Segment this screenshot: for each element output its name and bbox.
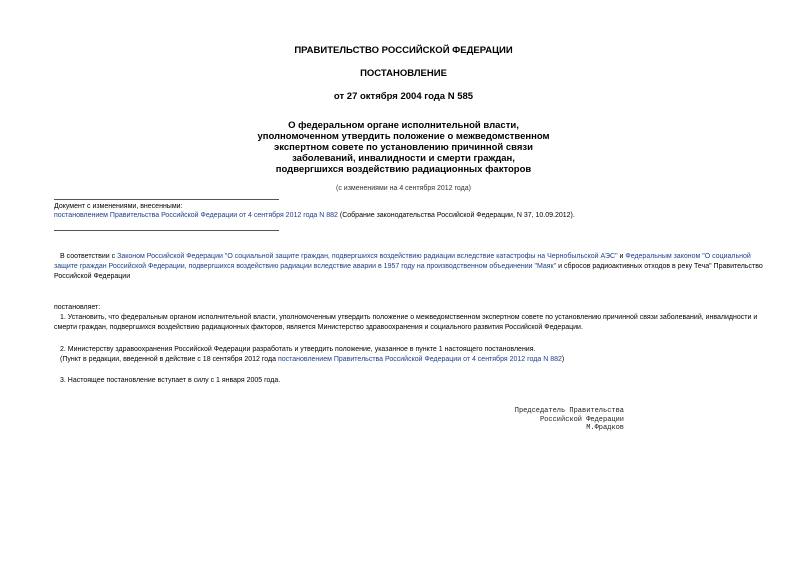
preamble-text: и сбросов радиоактивных отходов в реку Теча" Правительство Российской Федерации bbox=[54, 263, 763, 280]
changes-label: Документ с изменениями, внесенными: bbox=[54, 203, 183, 210]
document-subject bbox=[0, 120, 807, 175]
subject-line: уполномоченном утвердить положение о межведомственном bbox=[257, 131, 550, 142]
chernobyl-law-link[interactable]: Законом Российской Федерации "О социальной защите граждан, подвергшихся воздействию радиации вследствие катастрофы на Чернобыльской АЭС" bbox=[117, 253, 618, 260]
document-date: от 27 октября 2004 года N 585 bbox=[333, 91, 474, 102]
subject-line: подвергшихся воздействию радиационных факторов bbox=[275, 164, 532, 175]
government-title: ПРАВИТЕЛЬСТВО РОССИЙСКОЙ ФЕДЕРАЦИИ bbox=[294, 45, 513, 56]
item-2-amendment-link[interactable]: постановлением Правительства Российской Федерации от 4 сентября 2012 года N 882 bbox=[277, 356, 562, 363]
item-2-note-suffix: ) bbox=[561, 356, 565, 363]
signature-block bbox=[420, 407, 624, 433]
mayak-law-link[interactable]: Федеральным законом "О социальной защите граждан Российской Федерации, подвергшихся воздействию радиации вследствие аварии в 1957 году на производственном объединении "Маяк" bbox=[54, 253, 751, 270]
signature-position: Председатель Правительства bbox=[514, 407, 624, 415]
preamble-text: и bbox=[617, 253, 626, 260]
item-2: 2. Министерству здравоохранения Российской Федерации разработать и утвердить положение, указанное в пункте 1 настоящего постановления. bbox=[60, 346, 536, 353]
subject-line: О федеральном органе исполнительной власти, bbox=[288, 120, 519, 131]
subject-line: экспертном совете по установлению причинной связи bbox=[274, 142, 533, 153]
subject-line: заболеваний, инвалидности и смерти граждан, bbox=[292, 153, 515, 164]
changes-source-suffix: (Собрание законодательства Российской Федерации, N 37, 10.09.2012). bbox=[337, 212, 575, 219]
signature-name: М.Фрадков bbox=[586, 424, 624, 432]
changes-source bbox=[54, 211, 774, 221]
signature-country: Российской Федерации bbox=[539, 415, 624, 424]
item-3: 3. Настоящее постановление вступает в силу с 1 января 2005 года. bbox=[60, 377, 281, 384]
decree-word: постановляет: bbox=[54, 304, 101, 311]
divider-top bbox=[54, 199, 279, 200]
divider-bottom bbox=[54, 230, 279, 231]
item-2-note bbox=[54, 355, 770, 365]
item-2-note-prefix: (Пункт в редакции, введенной в действие с 18 сентября 2012 года bbox=[60, 356, 278, 363]
document-type: ПОСТАНОВЛЕНИЕ bbox=[360, 68, 447, 79]
amendment-link[interactable]: постановлением Правительства Российской Федерации от 4 сентября 2012 года N 882 bbox=[54, 212, 338, 219]
item-1: 1. Установить, что федеральным органом исполнительной власти, уполномоченным утвердить положение о межведомственном экспертном совете по установлению причинной связи заболеваний, инвалидности и смерти граждан, подвергшихся воздействию радиационных факторов, является Министерство здравоохранения и социального развития Российской Федерации. bbox=[54, 314, 758, 331]
preamble-paragraph bbox=[54, 252, 770, 282]
preamble-text: В соответствии с bbox=[60, 253, 118, 260]
revision-note: (с изменениями на 4 сентября 2012 года) bbox=[336, 185, 471, 192]
